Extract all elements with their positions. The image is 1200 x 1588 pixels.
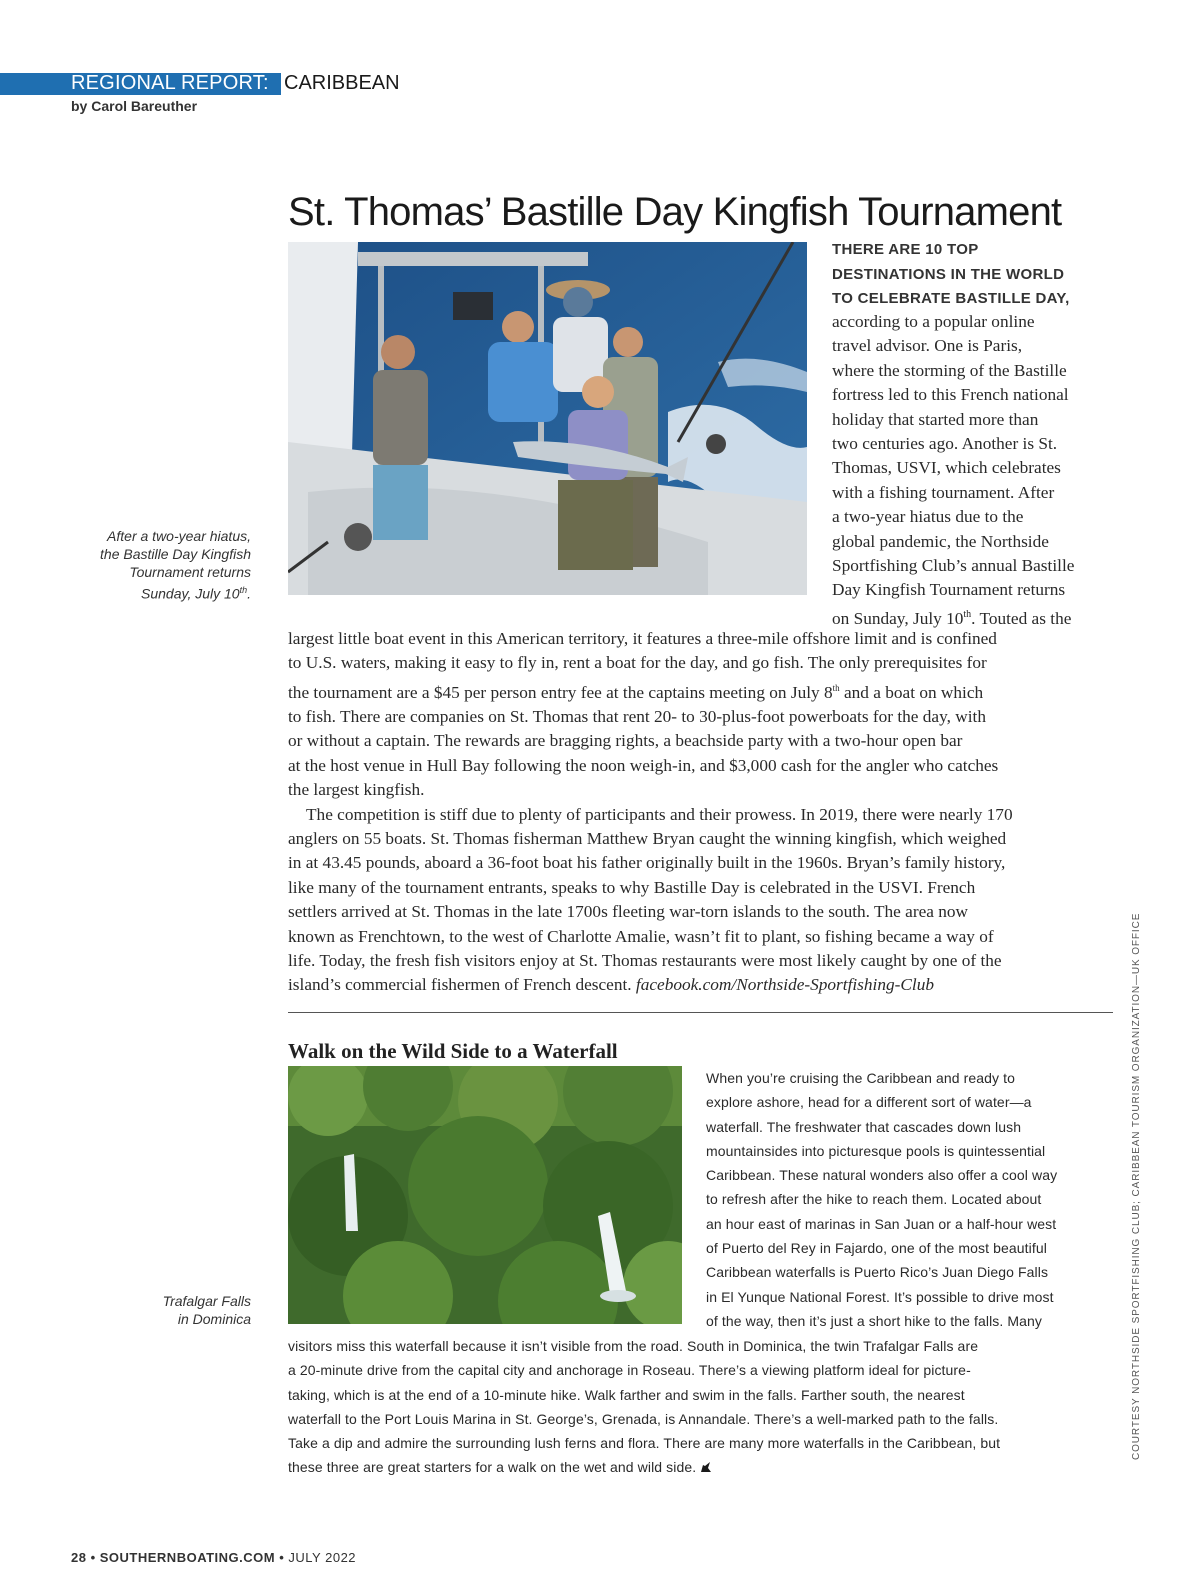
page-number: 28	[71, 1550, 87, 1565]
sidebar-article-body: visitors miss this waterfall because it isn’t visible from the road. South in Dominica, the twin Trafalgar Falls are a 20-minute drive from the capital city and anchorage in Roseau. There’s a viewing platform ideal for picture- taking, which is at the end of a 10-minute hike. Walk farther and swim in the falls. Farther south, the nearest waterfall to the Port Louis Marina in St. George’s, Grenada, is Annandale. There’s a well-marked path to the falls. Take a dip and admire the surrounding lush ferns and flora. There are many more waterfalls in the Caribbean, but these three are great starters for a walk on the wet and wild side.	[288, 1334, 1113, 1482]
section-divider	[288, 1012, 1113, 1013]
photo-credit: COURTESY NORTHSIDE SPORTFISHING CLUB; CARIBBEAN TOURISM ORGANIZATION—UK OFFICE	[1131, 912, 1142, 1460]
section-region: CARIBBEAN	[284, 72, 400, 94]
waterfall-photo	[288, 1066, 682, 1324]
article-lead-in: THERE ARE 10 TOP DESTINATIONS IN THE WORLD TO CELEBRATE BASTILLE DAY,	[832, 241, 1070, 307]
sidebar-article-column: When you’re cruising the Caribbean and ready to explore ashore, head for a different sort of water—a waterfall. The freshwater that cascades down lush mountainsides into picturesque pools is quintessential Caribbean. These natural wonders also offer a cool way to refresh after the hike to reach them. Located about an hour east of marinas in San Juan or a half-hour west of Puerto del Rey in Fajardo, one of the most beautiful Caribbean waterfalls is Puerto Rico’s Juan Diego Falls in El Yunque National Forest. It’s possible to drive most of the way, then it’s just a short hike to the falls. Many	[706, 1070, 1058, 1329]
footer-issue: JULY 2022	[288, 1550, 357, 1565]
fishing-photo	[288, 242, 807, 595]
photo-caption-waterfall: Trafalgar Falls in Dominica	[162, 1293, 251, 1327]
article-body: largest little boat event in this American territory, it features a three-mile offshore limit and is confined to U.S. waters, making it easy to fly in, rent a boat for the day, and go fish. The only prerequisites for the tournament are a $45 per person entry fee at the captains meeting on July 8th and a boat on which to fish. There are companies on St. Thomas that rent 20- to 30-plus-foot powerboats for the day, with or without a captain. The rewards are bragging rights, a beachside party with a two-hour open bar at the host venue in Hull Bay following the noon weigh-in, and $3,000 cash for the angler who catches the largest kingfish. The competition is stiff due to plenty of participants and their prowess. In 2019, there were nearly 170 anglers on 55 boats. St. Thomas fisherman Matthew Bryan caught the winning kingfish, which weighed in at 43.45 pounds, aboard a 36-foot boat his father originally built in the 1960s. Bryan’s family history, like many of the tournament entrants, speaks to why Bastille Day is celebrated in the USVI. French settlers arrived at St. Thomas in the late 1700s fleeting war-torn islands to the south. The area now known as Frenchtown, to the west of Charlotte Amalie, wasn’t fit to plant, so fishing became a way of life. Today, the fresh fish visitors enjoy at St. Thomas restaurants were most likely caught by one of the island’s commercial fishermen of French descent. facebook.com/Northside-Sportfishing-Club	[288, 629, 1013, 995]
club-website-link[interactable]: facebook.com/Northside-Sportfishing-Club	[635, 975, 934, 995]
sidebar-article-title: Walk on the Wild Side to a Waterfall	[288, 1039, 618, 1063]
byline: by Carol Bareuther	[71, 98, 198, 114]
page-footer: 28 • SOUTHERNBOATING.COM • JULY 2022	[71, 1550, 357, 1565]
photo-caption-tournament: After a two-year hiatus, the Bastille Day Kingfish Tournament returns Sunday, July 10th.	[100, 528, 251, 602]
end-of-article-icon	[699, 1457, 713, 1481]
section-label: REGIONAL REPORT:	[71, 72, 269, 94]
article-title: St. Thomas’ Bastille Day Kingfish Tournament	[288, 190, 1062, 234]
article-intro-column: according to a popular online travel advisor. One is Paris, where the storming of the Bastille fortress led to this French national holiday that started more than two centuries ago. Another is St. Thomas, USVI, which celebrates with a fishing tournament. After a two-year hiatus due to the global pandemic, the Northside Sportfishing Club’s annual Bastille Day Kingfish Tournament returns on Sunday, July 10th. Touted as the	[832, 312, 1075, 628]
footer-site: SOUTHERNBOATING.COM	[99, 1550, 276, 1565]
